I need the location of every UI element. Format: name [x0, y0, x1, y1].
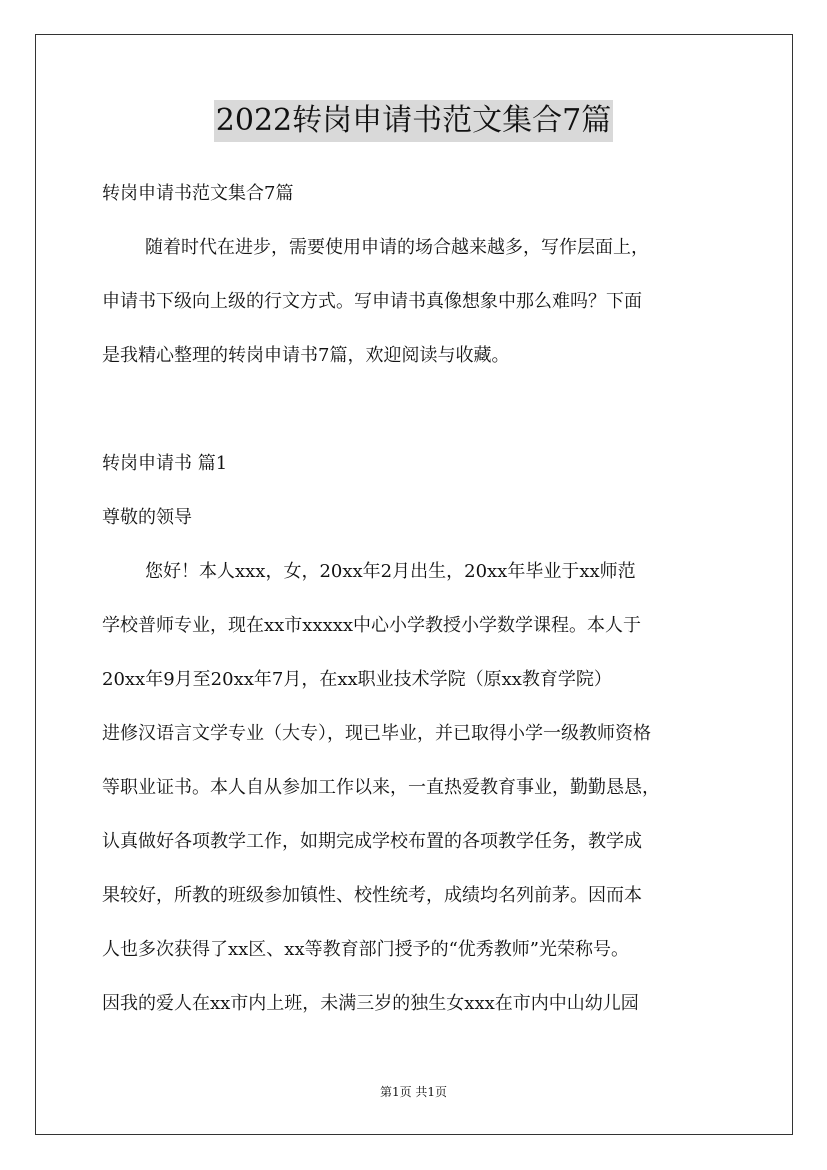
- body-line: 进修汉语言文学专业（大专），现已毕业，并已取得小学一级教师资格: [102, 723, 651, 744]
- body-line: 认真做好各项教学工作，如期完成学校布置的各项教学任务，教学成: [102, 831, 642, 852]
- intro-line: 是我精心整理的转岗申请书7篇，欢迎阅读与收藏。: [102, 345, 510, 366]
- body-line: 您好！本人xxx，女，20xx年2月出生，20xx年毕业于xx师范: [145, 561, 636, 582]
- body-line: 果较好，所教的班级参加镇性、校性统考，成绩均名列前茅。因而本: [102, 885, 642, 906]
- title-container: [0, 100, 827, 142]
- document-subtitle: 转岗申请书范文集合7篇: [102, 183, 294, 204]
- document-title: 2022转岗申请书范文集合7篇: [214, 100, 613, 142]
- section-heading: 转岗申请书 篇1: [102, 453, 228, 474]
- document-body: [102, 176, 742, 1040]
- body-line: 人也多次获得了xx区、xx等教育部门授予的“优秀教师”光荣称号。: [102, 939, 630, 960]
- paragraph-gap: [102, 392, 742, 446]
- body-line: 因我的爱人在xx市内上班，未满三岁的独生女xxx在市内中山幼儿园: [102, 993, 639, 1014]
- page-footer: 第1页 共1页: [379, 1085, 448, 1099]
- salutation: 尊敬的领导: [102, 507, 192, 528]
- intro-line: 申请书下级向上级的行文方式。写申请书真像想象中那么难吗？下面: [102, 291, 642, 312]
- body-line: 20xx年9月至20xx年7月，在xx职业技术学院（原xx教育学院）: [102, 669, 612, 690]
- body-line: 学校普师专业，现在xx市xxxxx中心小学教授小学数学课程。本人于: [102, 615, 642, 636]
- intro-line: 随着时代在进步，需要使用申请的场合越来越多，写作层面上，: [145, 237, 649, 258]
- body-line: 等职业证书。本人自从参加工作以来，一直热爱教育事业，勤勤恳恳，: [102, 777, 660, 798]
